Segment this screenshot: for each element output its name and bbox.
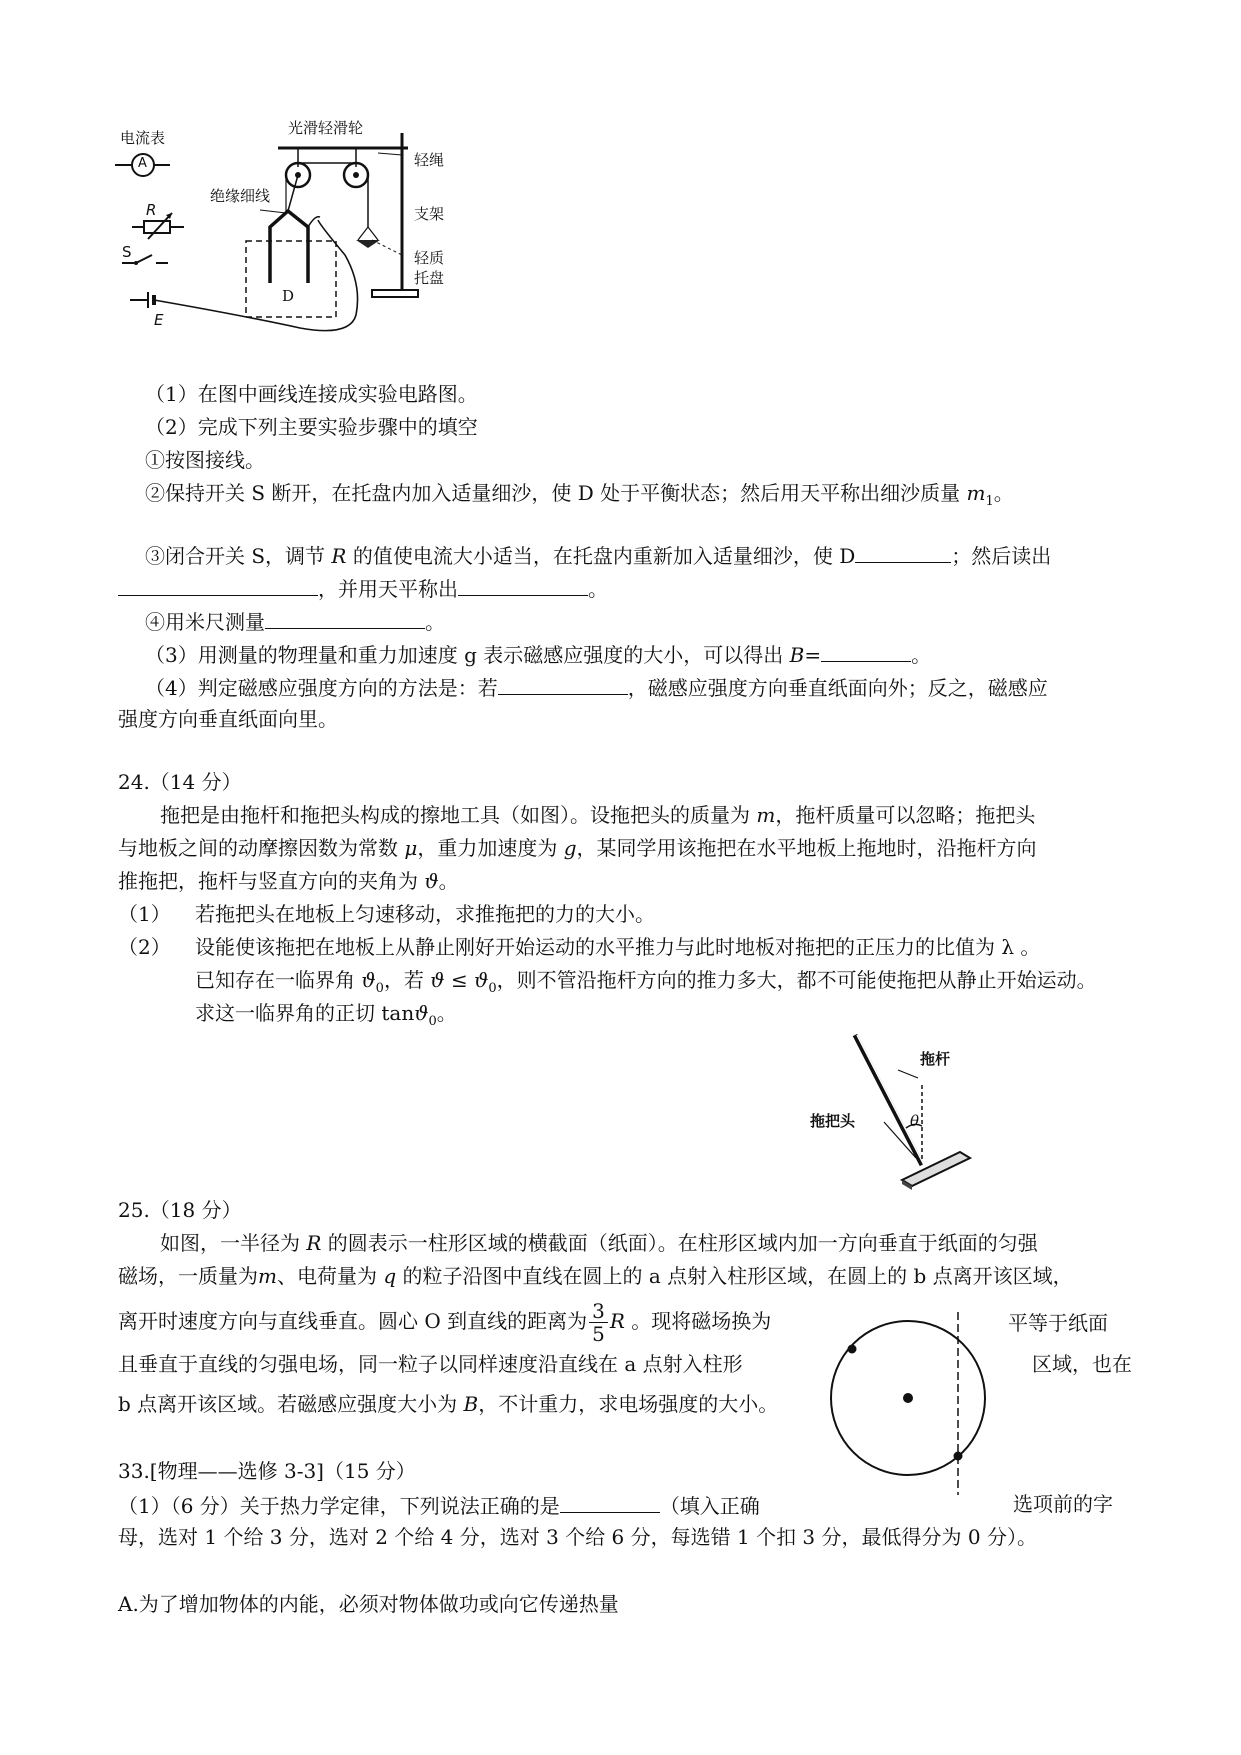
blank-p4[interactable] — [498, 672, 628, 695]
q25-line4-right: 区域，也在 — [1032, 1352, 1132, 1376]
switch-label: S — [122, 243, 132, 261]
apparatus-figure — [110, 115, 530, 375]
q25-header: 25.（18 分） — [118, 1198, 242, 1222]
q25-line3: 离开时速度方向与直线垂直。圆心 O 到直线的距离为 $\frac{3}{5}$ R 。现将磁场换为 — [118, 1299, 772, 1346]
blank-s4[interactable] — [265, 606, 425, 629]
q33-option-a: A.为了增加物体的内能，必须对物体做功或向它传递热量 — [118, 1592, 619, 1616]
q33-header: 33.[物理——选修 3-3]（15 分） — [118, 1459, 416, 1483]
q25-line2: 磁场，一质量为m、电荷量为 q 的粒子沿图中直线在圆上的 a 点射入柱形区域，在圆上的 b 点离开该区域， — [118, 1264, 1073, 1288]
blank-s3-2[interactable] — [118, 573, 318, 596]
q23-part4: （4）判定磁感应强度方向的方法是：若 ，磁感应强度方向垂直纸面向外；反之，磁感应 — [145, 672, 1048, 702]
q24-sub1-text: 若拖把头在地板上匀速移动，求推拖把的力的大小。 — [195, 902, 655, 926]
mop-head-label: 拖把头 — [810, 1112, 856, 1130]
tray-label-1: 轻质 — [414, 249, 445, 267]
ammeter-symbol: A — [138, 156, 147, 171]
q23-part2: （2）完成下列主要实验步骤中的填空 — [145, 415, 478, 439]
q23-step3: ③闭合开关 S，调节 R 的值使电流大小适当，在托盘内重新加入适量细沙，使 D ；然后读出 — [145, 540, 1051, 570]
stand-label: 支架 — [414, 205, 445, 223]
pulley-label: 光滑轻滑轮 — [288, 119, 364, 137]
blank-s3-1[interactable] — [855, 540, 951, 563]
q24-line2: 与地板之间的动摩擦因数为常数 μ，重力加速度为 g，某同学用该拖把在水平地板上拖地时，沿拖杆方向 — [118, 836, 1037, 860]
q25-line1: 如图，一半径为 R 的圆表示一柱形区域的横截面（纸面）。在柱形区域内加一方向垂直于纸面的匀强 — [160, 1231, 1038, 1255]
q24-sub2-line2: 已知存在一临界角 $ϑ_0$，若 $ϑ \le ϑ_0$，则不管沿拖杆方向的推力多大，都不可能使拖把从静止开始运动。 — [195, 968, 1097, 996]
q25-line3-right: 平等于纸面 — [1008, 1311, 1108, 1335]
circle-drawing — [820, 1310, 1000, 1500]
fraction-3-5: $\frac{3}{5}$ — [589, 1300, 608, 1345]
mop-rod-label: 拖杆 — [920, 1050, 951, 1068]
q24-sub2-line1: 设能使该拖把在地板上从静止刚好开始运动的水平推力与此时地板对拖把的正压力的比值为 λ 。 — [195, 935, 1041, 959]
q23-step2: ②保持开关 S 断开，在托盘内加入适量细沙，使 D 处于平衡状态；然后用天平称出细沙质量 $m_1$。 — [145, 481, 1014, 509]
thread-label: 绝缘细线 — [210, 187, 271, 205]
q25-line5: b 点离开该区域。若磁感应强度大小为 B，不计重力，求电场强度的大小。 — [118, 1392, 779, 1416]
blank-s3-3[interactable] — [458, 573, 588, 596]
apparatus-drawing — [110, 115, 530, 375]
q24-sub2-num: （2） — [118, 935, 171, 959]
mop-figure — [810, 1030, 980, 1190]
q23-step4: ④用米尺测量 。 — [145, 606, 445, 636]
battery-label: E — [154, 311, 164, 329]
q33-line1-right: 选项前的字 — [1013, 1492, 1113, 1516]
q24-sub2-line3: 求这一临界角的正切 tanϑ$_0$。 — [195, 1001, 457, 1029]
circle-figure — [820, 1310, 1000, 1500]
q23-step3-cont: ，并用天平称出 。 — [118, 573, 608, 603]
blank-p3[interactable] — [821, 639, 911, 662]
q24-line1: 拖把是由拖杆和拖把头构成的擦地工具（如图）。设拖把头的质量为 m，拖杆质量可以忽略；拖把头 — [160, 803, 1036, 827]
q25-line4: 且垂直于直线的匀强电场，同一粒子以同样速度沿直线在 a 点射入柱形 — [118, 1352, 743, 1376]
tray-label-2: 托盘 — [414, 269, 445, 287]
rheostat-label: R — [146, 201, 157, 219]
blank-q33[interactable] — [560, 1490, 660, 1513]
coil-label: D — [282, 287, 295, 305]
q24-sub1-num: （1） — [118, 902, 171, 926]
q24-line3: 推拖把，拖杆与竖直方向的夹角为 ϑ。 — [118, 869, 459, 893]
q23-part4-cont: 强度方向垂直纸面向里。 — [118, 707, 338, 731]
q23-part3: （3）用测量的物理量和重力加速度 g 表示磁感应强度的大小，可以得出 B= 。 — [145, 639, 931, 669]
ammeter-label: 电流表 — [120, 129, 166, 147]
q33-line2: 母，选对 1 个给 3 分，选对 2 个给 4 分，选对 3 个给 6 分，每选错 1 个扣 3 分，最低得分为 0 分）。 — [118, 1525, 1037, 1549]
q23-part1: （1）在图中画线连接成实验电路图。 — [145, 382, 478, 406]
rope-label: 轻绳 — [414, 151, 445, 169]
q23-step1: ①按图接线。 — [145, 448, 265, 472]
q33-line1: （1）（6 分）关于热力学定律，下列说法正确的是 （填入正确 — [118, 1490, 760, 1520]
q24-header: 24.（14 分） — [118, 770, 242, 794]
mop-angle-label: θ — [910, 1112, 920, 1130]
